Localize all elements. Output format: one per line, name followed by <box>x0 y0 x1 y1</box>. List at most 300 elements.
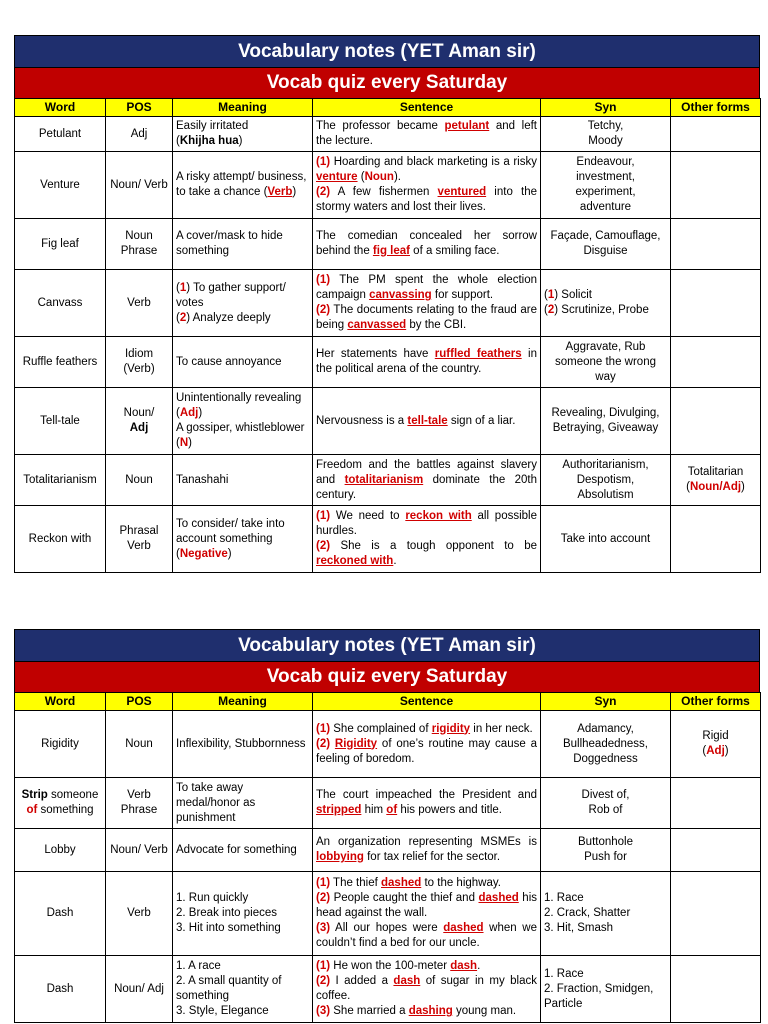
sentence-cell <box>313 872 541 956</box>
text-line <box>544 835 667 850</box>
text-line <box>316 974 537 1004</box>
table-row <box>15 455 761 506</box>
text-segment: ) <box>238 135 243 147</box>
emphasis-text: N <box>179 437 189 449</box>
text-segment: Totalitarianism <box>23 473 97 486</box>
vocab-table <box>14 98 761 573</box>
text-line <box>544 532 667 547</box>
text-segment: ( <box>702 745 707 757</box>
highlighted-word: canvassed <box>347 319 407 331</box>
text-segment: The thief <box>330 877 381 889</box>
highlighted-word: rigidity <box>431 722 471 735</box>
text-line <box>544 155 667 170</box>
emphasis-text: (2) <box>316 975 331 987</box>
sheet-subtitle: Vocab quiz every Saturday <box>14 67 760 98</box>
highlighted-word: totalitarianism <box>344 473 424 486</box>
text-segment: Dash <box>46 982 74 995</box>
text-line <box>544 752 667 767</box>
text-segment: Noun/ Verb <box>110 178 168 191</box>
text-segment: Push for <box>584 851 627 863</box>
vocab-sheet-2 <box>14 629 760 1023</box>
text-segment: ( <box>544 289 548 301</box>
word-cell <box>15 337 106 388</box>
text-segment: To consider/ take into account something ( <box>176 517 285 560</box>
text-line <box>544 737 667 752</box>
text-segment: for support. <box>431 289 494 301</box>
text-segment: A risky attempt/ business, to take a chance ( <box>176 171 307 198</box>
meaning-cell <box>173 956 313 1023</box>
word-cell <box>15 270 106 337</box>
text-line <box>176 355 309 370</box>
pos-cell <box>106 152 173 219</box>
other-forms-cell <box>671 270 761 337</box>
text-line <box>176 906 309 921</box>
text-line <box>176 921 309 936</box>
meaning-cell <box>173 778 313 829</box>
text-segment: Freedom and the battles against slavery and <box>316 458 537 486</box>
text-line <box>544 803 667 818</box>
meaning-cell <box>173 711 313 778</box>
text-segment: Tetchy, <box>587 120 624 132</box>
sentence-cell <box>313 152 541 219</box>
table-header-row <box>15 693 761 711</box>
text-segment: of sugar in my black coffee. <box>316 975 537 1002</box>
syn-cell <box>541 337 671 388</box>
word-cell <box>15 152 106 219</box>
sentence-cell <box>313 219 541 270</box>
other-forms-cell <box>671 711 761 778</box>
column-header-syn: Syn <box>541 99 671 117</box>
sentence-cell <box>313 956 541 1023</box>
meaning-cell <box>173 872 313 956</box>
text-segment: Dash <box>46 907 74 919</box>
text-line <box>544 473 667 488</box>
text-segment: Doggedness <box>573 752 638 765</box>
pos-cell <box>106 388 173 455</box>
text-segment: when we couldn’t find a bed for our uncle. <box>316 922 537 949</box>
text-line <box>674 744 757 759</box>
text-segment: Easily irritated <box>176 120 249 132</box>
text-line <box>316 788 537 818</box>
text-line <box>544 722 667 737</box>
text-segment: by the CBI. <box>406 319 467 331</box>
highlighted-word: of <box>386 804 398 816</box>
text-line <box>176 119 309 134</box>
text-segment: into the stormy waters and lost their lives. <box>316 186 537 213</box>
text-line <box>176 517 309 562</box>
syn-cell <box>541 872 671 956</box>
emphasis-text: Noun <box>364 171 394 183</box>
text-segment: Authoritarianism, <box>562 458 649 471</box>
text-segment: 3. Hit into something <box>176 922 281 934</box>
emphasis-text: (2) <box>316 892 331 904</box>
highlighted-word: reckoned with <box>316 555 394 567</box>
text-segment: Noun/ <box>123 407 155 419</box>
text-line <box>316 722 537 737</box>
text-segment: adventure <box>579 201 632 213</box>
table-row <box>15 152 761 219</box>
text-line <box>316 959 537 974</box>
sentence-cell <box>313 117 541 152</box>
text-segment: ). <box>393 171 401 183</box>
highlighted-word: venture <box>316 171 358 183</box>
emphasis-text: (2) <box>316 540 331 552</box>
emphasis-text: 2 <box>547 304 555 316</box>
emphasis-text: (1) <box>316 877 331 889</box>
text-segment: . <box>393 555 397 567</box>
text-segment: Hoarding and black marketing is a risky <box>330 156 537 168</box>
text-line <box>176 473 309 488</box>
text-segment: ) <box>198 407 203 419</box>
text-segment: Rob of <box>588 804 623 816</box>
text-line <box>176 781 309 826</box>
text-line <box>176 1004 309 1019</box>
other-forms-cell <box>671 829 761 872</box>
text-segment: 3. Style, Elegance <box>176 1005 269 1017</box>
meaning-cell <box>173 829 313 872</box>
emphasis-text: Adj <box>706 745 725 757</box>
text-segment: The professor became <box>316 120 445 132</box>
column-header-sentence: Sentence <box>313 99 541 117</box>
table-row <box>15 388 761 455</box>
sheet-title: Vocabulary notes (YET Aman sir) <box>14 35 760 67</box>
sentence-cell <box>313 270 541 337</box>
text-line <box>674 729 757 744</box>
text-line <box>176 391 309 421</box>
text-line <box>544 303 667 318</box>
vocab-sheet-1 <box>14 35 760 573</box>
text-line <box>544 170 667 185</box>
text-segment: 2. A small quantity of something <box>176 975 282 1002</box>
text-segment: Divest of, <box>581 789 630 801</box>
column-header-meaning: Meaning <box>173 693 313 711</box>
emphasis-text: 2 <box>179 311 187 324</box>
emphasis-text: 1 <box>179 281 187 294</box>
text-segment: ) Solicit <box>554 289 592 301</box>
pos-cell <box>106 711 173 778</box>
syn-cell <box>541 778 671 829</box>
column-header-word: Word <box>15 693 106 711</box>
text-line <box>544 488 667 503</box>
text-segment: All our hopes were <box>330 922 444 934</box>
text-segment: of one’s routine may cause a feeling of boredom. <box>316 737 537 765</box>
emphasis-text: Adj <box>129 422 149 434</box>
text-segment: Revealing, Divulging, Betraying, Giveaway <box>551 407 660 434</box>
meaning-cell <box>173 388 313 455</box>
text-segment: someone <box>47 789 99 801</box>
text-line <box>544 134 667 149</box>
text-segment: Ruffle feathers <box>22 355 98 368</box>
text-line <box>316 835 537 865</box>
text-line <box>544 788 667 803</box>
meaning-cell <box>173 270 313 337</box>
text-segment: He won the 100-meter <box>330 960 451 972</box>
text-segment: Noun <box>125 473 153 486</box>
emphasis-text: Noun/Adj <box>689 481 742 493</box>
text-segment: Phrasal Verb <box>119 525 159 552</box>
text-segment: experiment, <box>575 186 636 198</box>
syn-cell <box>541 270 671 337</box>
text-segment: Unintentionally revealing ( <box>176 392 302 419</box>
word-cell <box>15 455 106 506</box>
vocab-table <box>14 692 761 1023</box>
pos-cell <box>106 506 173 573</box>
text-segment: Reckon with <box>28 532 92 545</box>
text-segment: 1. Race <box>544 892 584 904</box>
sheet-title: Vocabulary notes (YET Aman sir) <box>14 629 760 661</box>
word-cell <box>15 829 106 872</box>
table-row <box>15 270 761 337</box>
syn-cell <box>541 829 671 872</box>
emphasis-text: (1) <box>316 274 331 286</box>
other-forms-cell <box>671 152 761 219</box>
text-segment: to the highway. <box>421 877 501 889</box>
word-cell <box>15 778 106 829</box>
text-line <box>316 921 537 951</box>
pos-cell <box>106 270 173 337</box>
emphasis-text: (3) <box>316 922 331 934</box>
meaning-cell <box>173 219 313 270</box>
text-line <box>544 982 667 1012</box>
other-forms-cell <box>671 388 761 455</box>
highlighted-word: dashed <box>443 922 484 934</box>
text-line <box>316 458 537 503</box>
syn-cell <box>541 388 671 455</box>
text-segment: A gossiper, whistleblower ( <box>176 422 305 449</box>
text-segment: ( <box>176 281 180 294</box>
text-segment: 2. Crack, Shatter <box>544 907 631 919</box>
text-segment: Aggravate, Rub someone the wrong way <box>554 340 656 383</box>
text-line <box>316 155 537 185</box>
word-cell <box>15 117 106 152</box>
text-segment: The documents relating to the fraud are being <box>316 304 537 331</box>
word-cell <box>15 956 106 1023</box>
text-segment: She is a tough opponent to be <box>330 540 537 552</box>
text-segment: Moody <box>588 135 623 147</box>
text-line <box>544 458 667 473</box>
text-segment: Fig leaf <box>41 237 79 250</box>
text-segment: I added a <box>330 975 394 987</box>
other-forms-cell <box>671 337 761 388</box>
highlighted-word: dash <box>393 975 421 987</box>
meaning-cell <box>173 117 313 152</box>
other-forms-cell <box>671 872 761 956</box>
emphasis-text: (1) <box>316 722 331 735</box>
text-segment: something <box>37 804 94 816</box>
text-segment: Verb Phrase <box>120 789 158 816</box>
text-segment: 2. Fraction, Smidgen, Particle <box>544 982 654 1010</box>
other-forms-cell <box>671 506 761 573</box>
emphasis-text: (1) <box>316 960 331 972</box>
text-segment: Verb <box>127 296 151 309</box>
text-line <box>176 843 309 858</box>
emphasis-text: (2) <box>316 186 331 198</box>
column-header-other-forms: Other forms <box>671 99 761 117</box>
text-segment: ) <box>724 745 729 757</box>
text-segment: Buttonhole <box>578 836 633 848</box>
text-segment: She married a <box>330 1005 409 1017</box>
highlighted-word: Rigidity <box>334 737 378 750</box>
text-line <box>544 185 667 200</box>
text-segment: his powers and title. <box>397 804 502 816</box>
text-segment: Inflexibility, Stubbornness <box>176 737 306 750</box>
text-segment: 1. Run quickly <box>176 892 249 904</box>
text-segment: Endeavour, <box>576 156 635 168</box>
other-forms-cell <box>671 956 761 1023</box>
sentence-cell <box>313 711 541 778</box>
highlighted-word: canvassing <box>369 289 432 301</box>
pos-cell <box>106 455 173 506</box>
sentence-cell <box>313 388 541 455</box>
text-line <box>316 119 537 149</box>
other-forms-cell <box>671 778 761 829</box>
text-line <box>176 891 309 906</box>
text-line <box>176 959 309 974</box>
text-segment: ( <box>357 171 365 183</box>
text-segment: investment, <box>576 171 635 183</box>
text-line <box>176 281 309 311</box>
word-cell <box>15 219 106 270</box>
word-cell <box>15 872 106 956</box>
pos-cell <box>106 829 173 872</box>
text-line <box>544 906 667 921</box>
text-segment: Canvass <box>37 296 83 309</box>
text-segment: ) <box>741 481 745 493</box>
pos-cell <box>106 778 173 829</box>
syn-cell <box>541 219 671 270</box>
emphasis-text: (1) <box>316 510 331 522</box>
text-segment: his head against the wall. <box>316 892 537 919</box>
pos-cell <box>106 117 173 152</box>
text-segment: ) <box>292 186 297 198</box>
text-segment: him <box>361 804 387 816</box>
column-header-pos: POS <box>106 99 173 117</box>
text-line <box>176 229 309 259</box>
emphasis-text: Negative <box>179 547 228 560</box>
text-line <box>176 170 309 200</box>
text-segment: Adamancy, <box>577 722 634 735</box>
text-line <box>316 414 537 429</box>
text-segment: young man. <box>452 1005 517 1017</box>
column-header-sentence: Sentence <box>313 693 541 711</box>
text-segment: ) <box>227 547 232 560</box>
text-line <box>316 1004 537 1019</box>
text-line <box>316 876 537 891</box>
table-row <box>15 778 761 829</box>
text-segment: Venture <box>40 178 80 191</box>
text-segment: Noun Phrase <box>120 230 158 257</box>
highlighted-word: dashing <box>408 1005 453 1017</box>
syn-cell <box>541 711 671 778</box>
text-line <box>316 229 537 259</box>
text-segment: ) Analyze deeply <box>186 311 271 324</box>
column-header-other-forms: Other forms <box>671 693 761 711</box>
meaning-cell <box>173 152 313 219</box>
text-segment: ) To gather support/ votes <box>176 281 286 309</box>
text-line <box>316 509 537 539</box>
text-segment: Noun/ Verb <box>110 843 168 856</box>
text-segment: Tell-tale <box>40 414 80 427</box>
text-segment: 1. Race <box>544 967 584 980</box>
text-line <box>316 347 537 377</box>
column-header-meaning: Meaning <box>173 99 313 117</box>
text-line <box>316 737 537 767</box>
text-segment: Noun/ Adj <box>114 982 164 995</box>
highlighted-word: dashed <box>478 892 519 904</box>
text-segment: ( <box>544 304 548 316</box>
text-segment: for tax relief for the sector. <box>363 851 501 863</box>
word-cell <box>15 388 106 455</box>
text-line <box>176 737 309 752</box>
pos-cell <box>106 956 173 1023</box>
text-line <box>544 200 667 215</box>
sentence-cell <box>313 829 541 872</box>
table-row <box>15 956 761 1023</box>
emphasis-text: Adj <box>179 407 199 419</box>
text-segment: and left the lecture. <box>316 120 537 147</box>
text-segment: . <box>477 960 481 972</box>
syn-cell <box>541 455 671 506</box>
text-segment: in her neck. <box>470 722 533 735</box>
text-line <box>316 539 537 569</box>
table-row <box>15 829 761 872</box>
text-segment: An organization representing MSMEs is <box>316 836 537 848</box>
text-line <box>176 974 309 1004</box>
text-segment: Rigidity <box>41 737 79 750</box>
text-line <box>316 185 537 215</box>
syn-cell <box>541 506 671 573</box>
text-line <box>544 921 667 936</box>
text-segment: Take into account <box>560 532 651 545</box>
table-row <box>15 711 761 778</box>
text-line <box>544 891 667 906</box>
text-line <box>674 480 757 495</box>
sentence-cell <box>313 506 541 573</box>
text-segment: To take away medal/honor as punishment <box>176 781 256 824</box>
text-segment: Nervousness is a <box>316 414 408 427</box>
text-segment: of a smiling face. <box>409 245 500 257</box>
sheet-subtitle: Vocab quiz every Saturday <box>14 661 760 692</box>
text-line <box>544 406 667 436</box>
text-segment: 3. Hit, Smash <box>544 922 614 934</box>
highlighted-word: Verb <box>267 186 293 198</box>
text-segment: Absolutism <box>577 488 634 501</box>
highlighted-word: stripped <box>316 804 362 816</box>
text-segment: Rigid <box>702 730 729 742</box>
text-segment: Façade, Camouflage, Disguise <box>550 230 661 257</box>
text-segment: Bullheadedness, <box>562 737 649 750</box>
text-segment: The court impeached the President and <box>316 789 537 801</box>
text-segment: ( <box>686 481 690 493</box>
highlighted-word: fig leaf <box>372 245 410 257</box>
table-header-row <box>15 99 761 117</box>
text-segment: Advocate for something <box>176 843 297 856</box>
other-forms-cell <box>671 219 761 270</box>
text-segment: Totalitarian <box>687 466 744 478</box>
highlighted-word: ruffled feathers <box>434 348 522 360</box>
highlighted-word: dashed <box>381 877 422 889</box>
text-line <box>544 340 667 385</box>
text-segment: Despotism, <box>576 473 635 486</box>
highlighted-word: petulant <box>444 120 490 132</box>
table-row <box>15 117 761 152</box>
sentence-cell <box>313 778 541 829</box>
text-segment: Petulant <box>38 127 82 140</box>
column-header-syn: Syn <box>541 693 671 711</box>
meaning-cell <box>173 506 313 573</box>
text-segment: ( <box>176 311 180 324</box>
text-line <box>544 967 667 982</box>
